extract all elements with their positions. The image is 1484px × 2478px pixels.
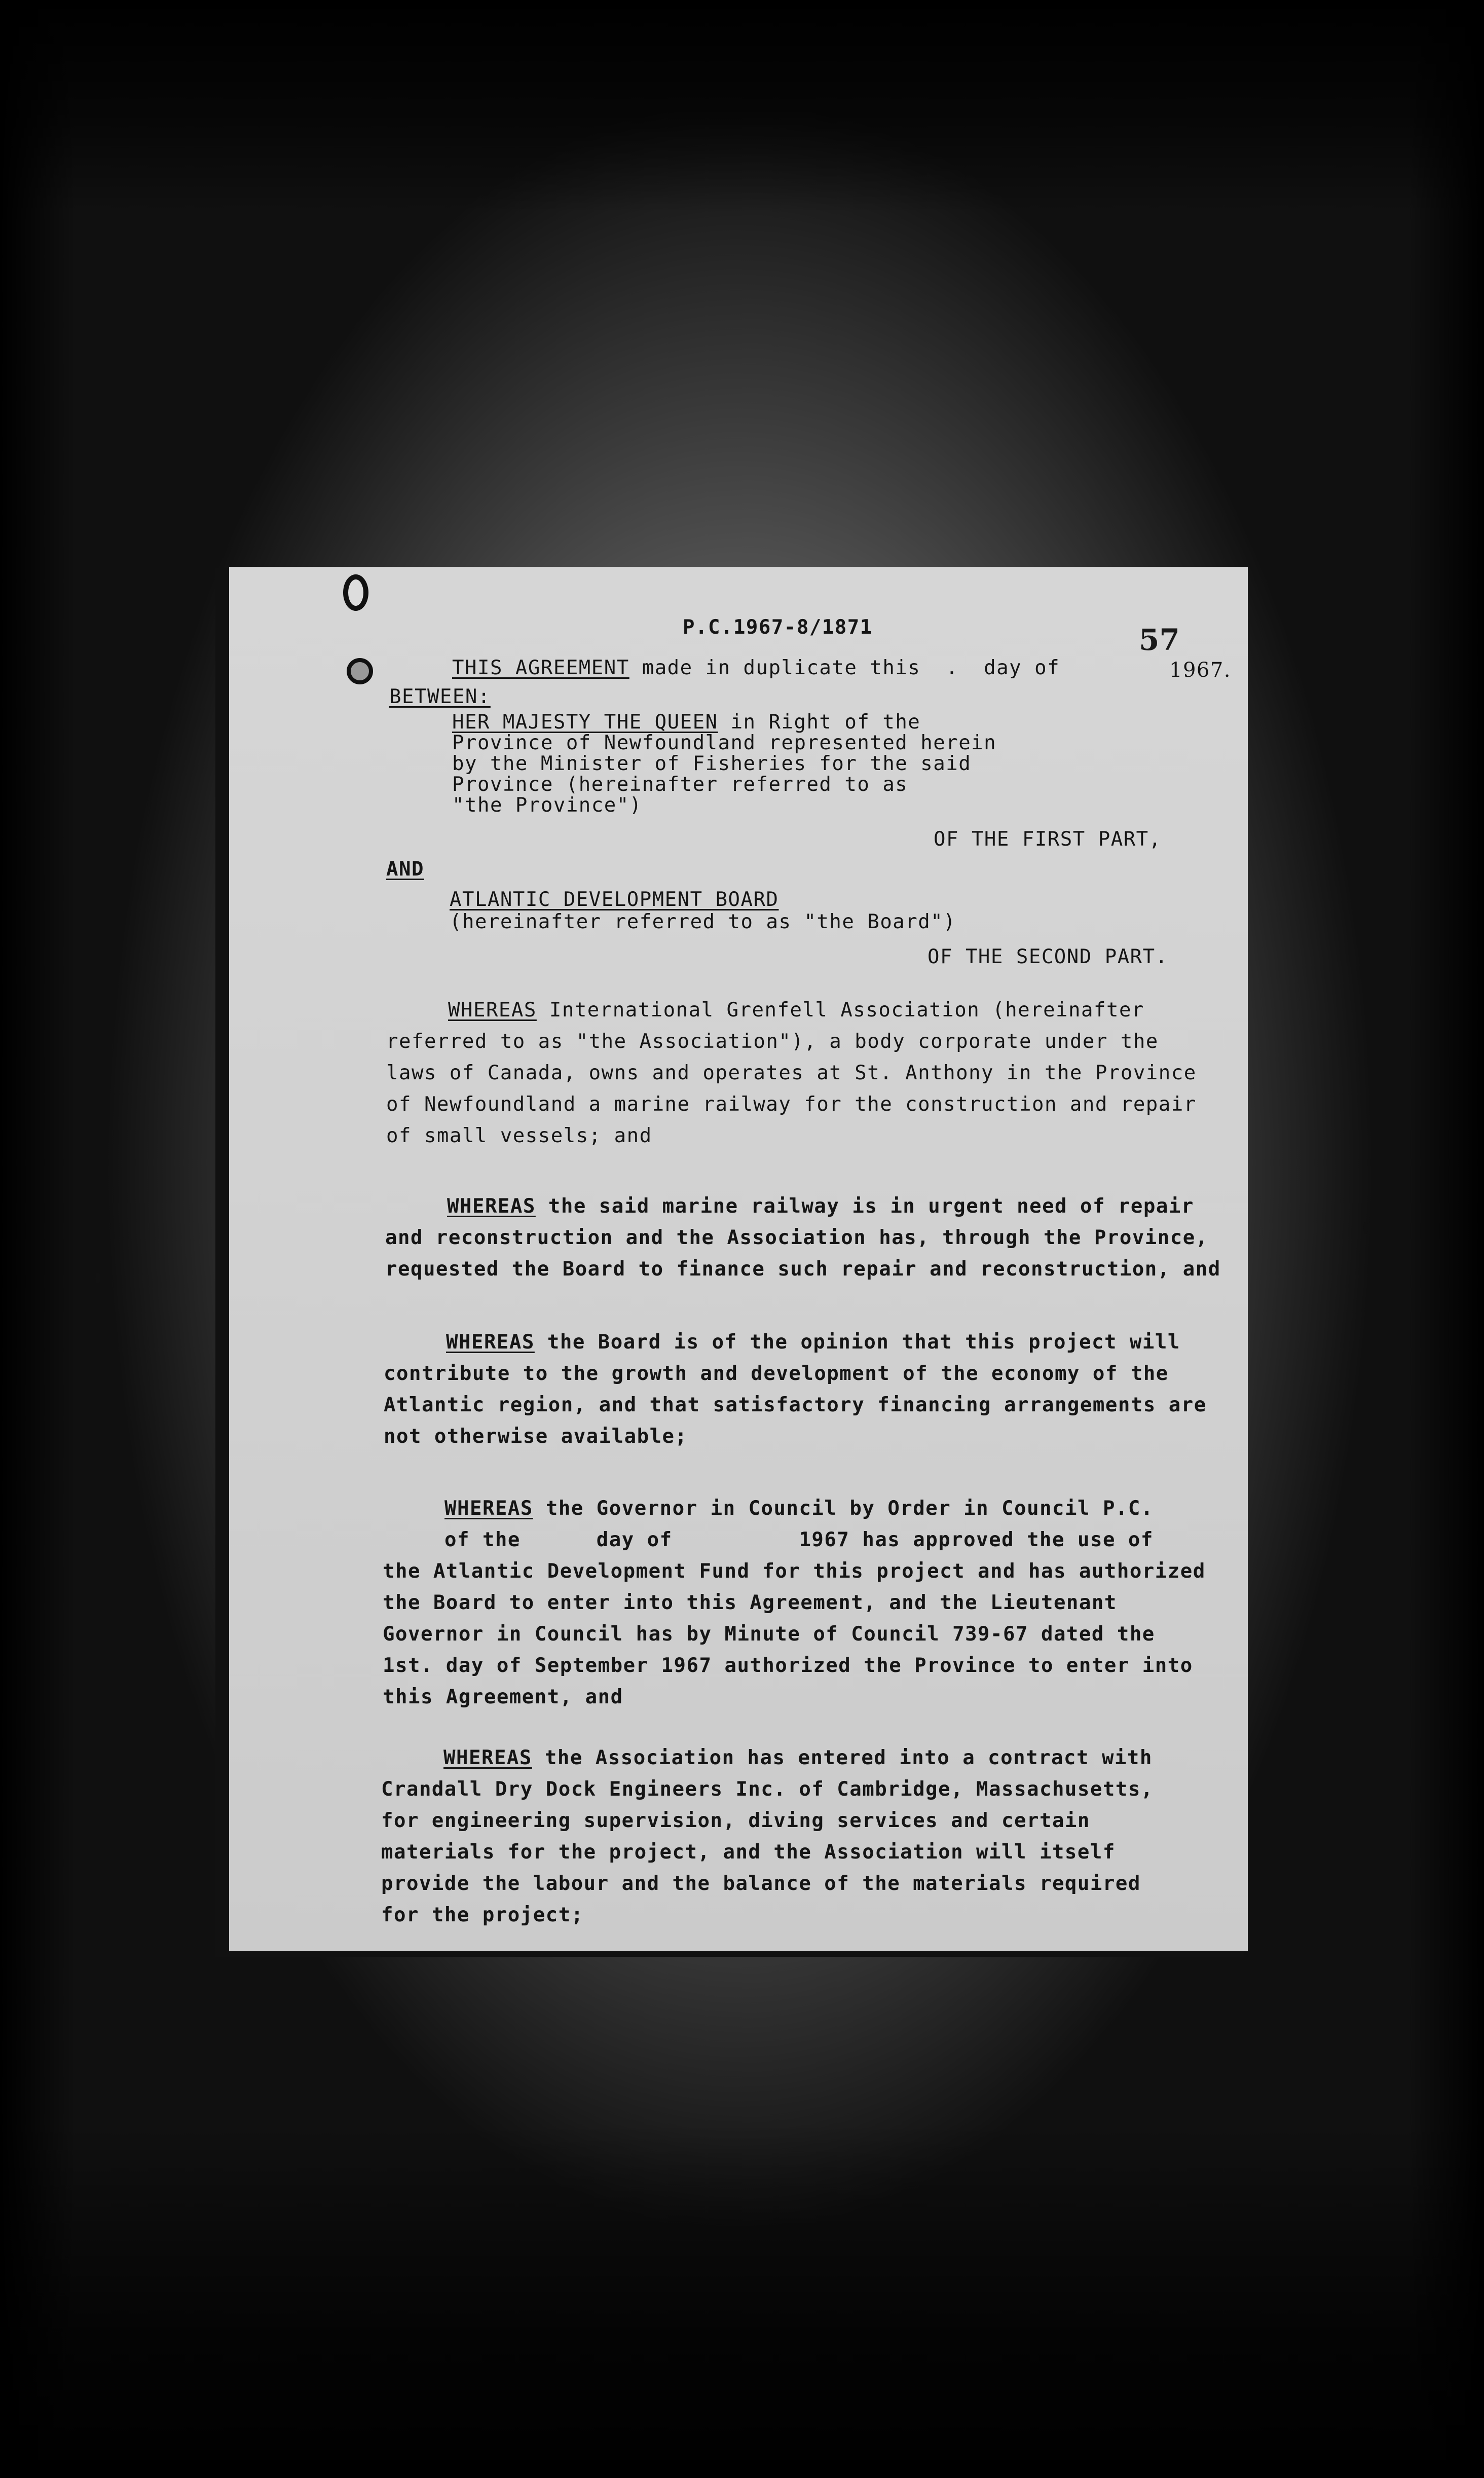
opening-line <box>452 653 1060 683</box>
whereas-2-line-2: and reconstruction and the Association has, through the Province, <box>385 1226 1208 1249</box>
scan-vignette-top <box>0 0 1484 213</box>
whereas-4-line-5: Governor in Council has by Minute of Council 739-67 dated the <box>383 1623 1155 1646</box>
whereas-1-line-2: referred to as "the Association"), a body corporate under the <box>386 1030 1159 1053</box>
whereas-4-line-2: of the day of 1967 has approved the use of <box>444 1528 1154 1551</box>
second-party-line-2: (hereinafter referred to as "the Board") <box>450 910 956 933</box>
whereas-1-line-3: laws of Canada, owns and operates at St. Anthony in the Province <box>386 1062 1197 1084</box>
scan-vignette-right <box>1408 0 1484 2478</box>
first-party-name: HER MAJESTY THE QUEEN <box>452 711 718 734</box>
whereas-label: WHEREAS <box>447 1195 536 1218</box>
whereas-label: WHEREAS <box>446 1331 535 1354</box>
whereas-2-line-1: WHEREAS the said marine railway is in urgent need of repair <box>447 1195 1194 1218</box>
punch-hole-second <box>347 658 373 684</box>
first-party-line-1: HER MAJESTY THE QUEEN in Right of the <box>452 711 921 734</box>
first-party-line-5: "the Province") <box>452 794 642 817</box>
whereas-4-line-1: WHEREAS the Governor in Council by Order in Council P.C. <box>444 1497 1154 1520</box>
whereas-3-line-3: Atlantic region, and that satisfactory financing arrangements are <box>384 1394 1207 1416</box>
punch-hole-top <box>343 574 368 611</box>
whereas-3-line-1: WHEREAS the Board is of the opinion that this project will <box>446 1331 1180 1354</box>
whereas-5-line-4: materials for the project, and the Association will itself <box>381 1841 1116 1864</box>
first-party-line-4: Province (hereinafter referred to as <box>452 773 908 796</box>
whereas-label: WHEREAS <box>443 1746 532 1769</box>
whereas-5-line-2: Crandall Dry Dock Engineers Inc. of Cambridge, Massachusetts, <box>381 1778 1154 1801</box>
whereas-4-line-3: the Atlantic Development Fund for this project and has authorized <box>383 1560 1206 1583</box>
and-label: AND <box>386 858 424 881</box>
scan-vignette-left <box>0 0 76 2478</box>
first-party-line-3: by the Minister of Fisheries for the said <box>452 752 972 775</box>
whereas-5-line-5: provide the labour and the balance of the materials required <box>381 1872 1141 1895</box>
between-label: BETWEEN: <box>389 685 491 708</box>
scan-vignette-bottom <box>0 2123 1484 2478</box>
second-party-name: ATLANTIC DEVELOPMENT BOARD <box>450 888 779 911</box>
order-reference: P.C.1967-8/1871 <box>683 616 873 639</box>
whereas-5-line-3: for engineering supervision, diving services and certain <box>381 1809 1090 1832</box>
first-party-line-2: Province of Newfoundland represented herein <box>452 732 997 754</box>
whereas-1-line-5: of small vessels; and <box>386 1124 652 1147</box>
whereas-5-line-1: WHEREAS the Association has entered into a contract with <box>443 1746 1153 1769</box>
whereas-3-line-2: contribute to the growth and development of the economy of the <box>384 1362 1169 1385</box>
scan-speck <box>1363 1222 1368 1234</box>
whereas-1-line-4: of Newfoundland a marine railway for the construction and repair <box>386 1093 1197 1116</box>
document-page <box>229 567 1248 1951</box>
whereas-label: WHEREAS <box>448 999 537 1022</box>
page-number: 57 <box>1139 623 1180 657</box>
whereas-5-line-6: for the project; <box>381 1904 584 1926</box>
agreement-heading: THIS AGREEMENT <box>452 657 629 679</box>
scan-speck <box>95 1272 100 1284</box>
agreement-year: 1967. <box>1169 659 1232 682</box>
second-part-designation: OF THE SECOND PART. <box>927 945 1168 968</box>
whereas-1-line-1: WHEREAS International Grenfell Association (hereinafter <box>448 999 1144 1022</box>
whereas-4-line-4: the Board to enter into this Agreement, and the Lieutenant <box>383 1591 1117 1614</box>
whereas-2-line-3: requested the Board to finance such repair and reconstruction, and <box>385 1258 1221 1281</box>
whereas-3-line-4: not otherwise available; <box>384 1425 688 1448</box>
opening-text: made in duplicate this . day of <box>629 657 1060 679</box>
whereas-4-line-7: this Agreement, and <box>383 1686 623 1708</box>
whereas-label: WHEREAS <box>444 1497 533 1520</box>
first-part-designation: OF THE FIRST PART, <box>934 828 1162 851</box>
whereas-4-line-6: 1st. day of September 1967 authorized the Province to enter into <box>383 1654 1193 1677</box>
